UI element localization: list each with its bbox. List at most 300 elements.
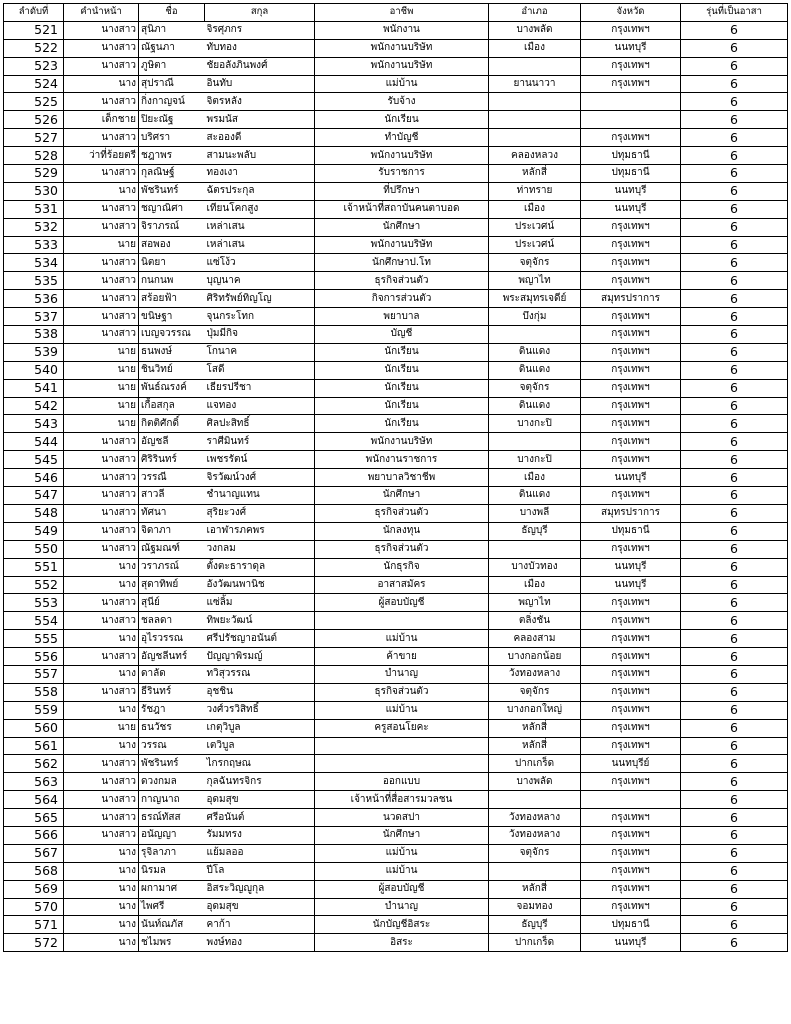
cell-last-name: จิรวัฒน์วงศ์ xyxy=(205,469,315,487)
cell-first-name: กิ่งกาญจน์ xyxy=(139,93,205,111)
cell-number: 524 xyxy=(4,75,64,93)
cell-district: คลองหลวง xyxy=(489,147,581,165)
cell-occupation: ผู้สอบบัญชี xyxy=(315,594,489,612)
cell-first-name: กุลณิษฐ์ xyxy=(139,165,205,183)
cell-title: นางสาว xyxy=(64,612,139,630)
cell-title: นางสาว xyxy=(64,39,139,57)
cell-generation: 6 xyxy=(681,934,788,952)
cell-district xyxy=(489,433,581,451)
cell-occupation: รับราชการ xyxy=(315,165,489,183)
table-row xyxy=(4,254,788,272)
cell-title: นางสาว xyxy=(64,165,139,183)
cell-district xyxy=(489,111,581,129)
cell-last-name: จิตรหลัง xyxy=(205,93,315,111)
cell-title: นาง xyxy=(64,630,139,648)
cell-last-name: โกนาค xyxy=(205,343,315,361)
cell-generation: 6 xyxy=(681,862,788,880)
cell-district: บึงกุ่ม xyxy=(489,308,581,326)
cell-generation: 6 xyxy=(681,612,788,630)
table-row xyxy=(4,880,788,898)
cell-generation: 6 xyxy=(681,379,788,397)
header-province: จังหวัด xyxy=(581,4,681,22)
cell-generation: 6 xyxy=(681,308,788,326)
cell-first-name: ภูษิตา xyxy=(139,57,205,75)
cell-occupation: พนักงานบริษัท xyxy=(315,147,489,165)
cell-first-name: สุนิภา xyxy=(139,21,205,39)
cell-last-name: ไกรกฤษณ xyxy=(205,755,315,773)
cell-number: 530 xyxy=(4,182,64,200)
cell-district: หลักสี่ xyxy=(489,737,581,755)
cell-district: บางกะปิ xyxy=(489,451,581,469)
cell-occupation: พนักงานบริษัท xyxy=(315,236,489,254)
table-row xyxy=(4,773,788,791)
cell-last-name: ศรีปรัชญาอนันต์ xyxy=(205,630,315,648)
cell-title: นางสาว xyxy=(64,540,139,558)
cell-title: นางสาว xyxy=(64,826,139,844)
table-row xyxy=(4,487,788,505)
cell-first-name: วรรณี xyxy=(139,469,205,487)
cell-province: กรุงเทพฯ xyxy=(581,648,681,666)
cell-province: กรุงเทพฯ xyxy=(581,773,681,791)
cell-number: 571 xyxy=(4,916,64,934)
cell-generation: 6 xyxy=(681,880,788,898)
cell-number: 553 xyxy=(4,594,64,612)
table-row xyxy=(4,272,788,290)
cell-province: กรุงเทพฯ xyxy=(581,361,681,379)
table-row xyxy=(4,308,788,326)
cell-last-name: ปุ่มมีกิจ xyxy=(205,326,315,344)
cell-first-name: ณัฐนภา xyxy=(139,39,205,57)
cell-first-name: ปิยะณัฐ xyxy=(139,111,205,129)
cell-number: 570 xyxy=(4,898,64,916)
cell-occupation: ธุรกิจส่วนตัว xyxy=(315,683,489,701)
cell-number: 562 xyxy=(4,755,64,773)
cell-last-name: ศิริทรัพย์ทิญโญ xyxy=(205,290,315,308)
table-row xyxy=(4,630,788,648)
cell-last-name: พรมนัส xyxy=(205,111,315,129)
cell-district: ดินแดง xyxy=(489,487,581,505)
cell-last-name: ทวิสุวรรณ xyxy=(205,665,315,683)
volunteer-table-sheet xyxy=(3,3,788,952)
cell-district: เมือง xyxy=(489,576,581,594)
cell-occupation: พนักงานราชการ xyxy=(315,451,489,469)
cell-title: นาง xyxy=(64,182,139,200)
table-row xyxy=(4,755,788,773)
cell-number: 551 xyxy=(4,558,64,576)
cell-title: นางสาว xyxy=(64,57,139,75)
cell-occupation: เจ้าหน้าที่สถาบันคนตาบอด xyxy=(315,200,489,218)
cell-occupation: แม่บ้าน xyxy=(315,862,489,880)
cell-number: 557 xyxy=(4,665,64,683)
cell-last-name: ราศีมินทร์ xyxy=(205,433,315,451)
cell-title: นางสาว xyxy=(64,93,139,111)
table-row xyxy=(4,236,788,254)
cell-title: นาง xyxy=(64,737,139,755)
cell-province: กรุงเทพฯ xyxy=(581,862,681,880)
cell-district: ดินแดง xyxy=(489,361,581,379)
cell-district: บางกะปิ xyxy=(489,415,581,433)
cell-title: เด็กชาย xyxy=(64,111,139,129)
table-row xyxy=(4,433,788,451)
cell-last-name: เพชรรัตน์ xyxy=(205,451,315,469)
cell-province: กรุงเทพฯ xyxy=(581,308,681,326)
cell-occupation: นักเรียน xyxy=(315,415,489,433)
cell-occupation xyxy=(315,755,489,773)
cell-occupation: พนักงานบริษัท xyxy=(315,39,489,57)
table-row xyxy=(4,576,788,594)
cell-occupation: นวดสปา xyxy=(315,809,489,827)
cell-number: 528 xyxy=(4,147,64,165)
table-row xyxy=(4,326,788,344)
table-row xyxy=(4,165,788,183)
cell-first-name: ชฎาพร xyxy=(139,147,205,165)
table-row xyxy=(4,934,788,952)
cell-occupation: พยาบาลวิชาชีพ xyxy=(315,469,489,487)
cell-district: จตุจักร xyxy=(489,379,581,397)
cell-number: 558 xyxy=(4,683,64,701)
cell-occupation: นักเรียน xyxy=(315,111,489,129)
cell-generation: 6 xyxy=(681,451,788,469)
cell-occupation: บำนาญ xyxy=(315,665,489,683)
cell-generation: 6 xyxy=(681,737,788,755)
cell-first-name: อัญชลีนทร์ xyxy=(139,648,205,666)
cell-occupation: รับจ้าง xyxy=(315,93,489,111)
cell-title: นาง xyxy=(64,576,139,594)
cell-first-name: สุปราณี xyxy=(139,75,205,93)
cell-first-name: ผกามาศ xyxy=(139,880,205,898)
cell-first-name: นิรมล xyxy=(139,862,205,880)
cell-province: กรุงเทพฯ xyxy=(581,594,681,612)
cell-province: กรุงเทพฯ xyxy=(581,57,681,75)
cell-first-name: ธนพงษ์ xyxy=(139,343,205,361)
cell-number: 527 xyxy=(4,129,64,147)
cell-district: เมือง xyxy=(489,39,581,57)
cell-number: 565 xyxy=(4,809,64,827)
cell-generation: 6 xyxy=(681,93,788,111)
cell-province: กรุงเทพฯ xyxy=(581,433,681,451)
cell-occupation: ธุรกิจส่วนตัว xyxy=(315,504,489,522)
table-row xyxy=(4,147,788,165)
cell-title: นาย xyxy=(64,397,139,415)
cell-occupation: แม่บ้าน xyxy=(315,701,489,719)
cell-occupation: แม่บ้าน xyxy=(315,630,489,648)
cell-first-name: ขนิษฐา xyxy=(139,308,205,326)
cell-occupation xyxy=(315,737,489,755)
cell-generation: 6 xyxy=(681,218,788,236)
cell-title: ว่าที่ร้อยตรี xyxy=(64,147,139,165)
cell-number: 555 xyxy=(4,630,64,648)
cell-district: ยานนาวา xyxy=(489,75,581,93)
table-row xyxy=(4,200,788,218)
cell-number: 533 xyxy=(4,236,64,254)
cell-generation: 6 xyxy=(681,272,788,290)
cell-generation: 6 xyxy=(681,200,788,218)
cell-province: กรุงเทพฯ xyxy=(581,75,681,93)
cell-province: กรุงเทพฯ xyxy=(581,844,681,862)
table-row xyxy=(4,21,788,39)
cell-district: ดินแดง xyxy=(489,397,581,415)
cell-district: ประเวศน์ xyxy=(489,236,581,254)
header-last-name: สกุล xyxy=(205,4,315,22)
cell-generation: 6 xyxy=(681,111,788,129)
table-row xyxy=(4,39,788,57)
cell-last-name: เกตุวิบูล xyxy=(205,719,315,737)
cell-province: นนทบุรี xyxy=(581,576,681,594)
table-row xyxy=(4,469,788,487)
cell-district: ปากเกร็ด xyxy=(489,934,581,952)
header-first-name: ชื่อ xyxy=(139,4,205,22)
table-row xyxy=(4,898,788,916)
cell-occupation: นักศึกษาป.โท xyxy=(315,254,489,272)
cell-occupation xyxy=(315,612,489,630)
cell-last-name: สะอองดี xyxy=(205,129,315,147)
cell-first-name: อุไรวรรณ xyxy=(139,630,205,648)
cell-last-name: ตั้งตะธาราดุล xyxy=(205,558,315,576)
cell-occupation: แม่บ้าน xyxy=(315,75,489,93)
cell-title: นางสาว xyxy=(64,218,139,236)
cell-occupation: ผู้สอบบัญชี xyxy=(315,880,489,898)
cell-number: 545 xyxy=(4,451,64,469)
cell-title: นาย xyxy=(64,343,139,361)
cell-district: หลักสี่ xyxy=(489,165,581,183)
cell-title: นาง xyxy=(64,75,139,93)
cell-district xyxy=(489,540,581,558)
cell-title: นางสาว xyxy=(64,254,139,272)
cell-occupation: ทำบัญชี xyxy=(315,129,489,147)
cell-occupation: บัญชี xyxy=(315,326,489,344)
cell-number: 544 xyxy=(4,433,64,451)
cell-generation: 6 xyxy=(681,648,788,666)
cell-province: นนทบุรี xyxy=(581,200,681,218)
cell-first-name: ดวงกมล xyxy=(139,773,205,791)
cell-province: นนทบุรีย์ xyxy=(581,755,681,773)
cell-district: จตุจักร xyxy=(489,844,581,862)
cell-first-name: เกื้อสกุล xyxy=(139,397,205,415)
cell-generation: 6 xyxy=(681,487,788,505)
table-row xyxy=(4,504,788,522)
cell-district xyxy=(489,326,581,344)
header-occupation: อาชีพ xyxy=(315,4,489,22)
cell-occupation: นักศึกษา xyxy=(315,218,489,236)
cell-title: นาง xyxy=(64,916,139,934)
cell-occupation: พยาบาล xyxy=(315,308,489,326)
cell-last-name: วงศ์วรวิสิทธิ์ xyxy=(205,701,315,719)
cell-title: นางสาว xyxy=(64,683,139,701)
cell-number: 548 xyxy=(4,504,64,522)
cell-first-name: ณัฐมณฑ์ xyxy=(139,540,205,558)
cell-occupation: นักลงทุน xyxy=(315,522,489,540)
cell-first-name: รัชฎา xyxy=(139,701,205,719)
cell-occupation: พนักงานบริษัท xyxy=(315,57,489,75)
cell-district: บางกอกน้อย xyxy=(489,648,581,666)
cell-last-name: ปัญญาพิรมญ์ xyxy=(205,648,315,666)
cell-province: กรุงเทพฯ xyxy=(581,826,681,844)
cell-district: บางบัวทอง xyxy=(489,558,581,576)
cell-generation: 6 xyxy=(681,826,788,844)
cell-title: นางสาว xyxy=(64,755,139,773)
cell-number: 547 xyxy=(4,487,64,505)
table-row xyxy=(4,558,788,576)
cell-number: 531 xyxy=(4,200,64,218)
cell-number: 561 xyxy=(4,737,64,755)
cell-occupation: ครูสอนโยคะ xyxy=(315,719,489,737)
table-row xyxy=(4,218,788,236)
cell-first-name: พัชรินทร์ xyxy=(139,182,205,200)
cell-first-name: รุจิลาภา xyxy=(139,844,205,862)
cell-province: นนทบุรี xyxy=(581,39,681,57)
cell-district: พระสมุทรเจดีย์ xyxy=(489,290,581,308)
cell-last-name: ชำนาญแทน xyxy=(205,487,315,505)
cell-occupation: นักธุรกิจ xyxy=(315,558,489,576)
cell-generation: 6 xyxy=(681,504,788,522)
cell-province: กรุงเทพฯ xyxy=(581,665,681,683)
cell-district: วังทองหลาง xyxy=(489,826,581,844)
cell-generation: 6 xyxy=(681,147,788,165)
cell-last-name: อิสระวิญญูกุล xyxy=(205,880,315,898)
cell-occupation: นักเรียน xyxy=(315,361,489,379)
cell-province: กรุงเทพฯ xyxy=(581,719,681,737)
cell-province xyxy=(581,791,681,809)
cell-number: 534 xyxy=(4,254,64,272)
cell-occupation: นักเรียน xyxy=(315,379,489,397)
cell-district: จอมทอง xyxy=(489,898,581,916)
cell-district: บางพลี xyxy=(489,504,581,522)
cell-district: คลองสาม xyxy=(489,630,581,648)
cell-first-name: ธรณ์ทัสส xyxy=(139,809,205,827)
table-row xyxy=(4,648,788,666)
table-row xyxy=(4,415,788,433)
cell-generation: 6 xyxy=(681,630,788,648)
table-row xyxy=(4,862,788,880)
cell-province: กรุงเทพฯ xyxy=(581,415,681,433)
table-row xyxy=(4,916,788,934)
cell-last-name: อุดมสุข xyxy=(205,898,315,916)
cell-last-name: ทิพยะวัฒน์ xyxy=(205,612,315,630)
cell-number: 560 xyxy=(4,719,64,737)
cell-district: บางกอกใหญ่ xyxy=(489,701,581,719)
cell-generation: 6 xyxy=(681,21,788,39)
cell-province: ปทุมธานี xyxy=(581,147,681,165)
cell-number: 526 xyxy=(4,111,64,129)
table-row xyxy=(4,451,788,469)
cell-district xyxy=(489,791,581,809)
cell-number: 525 xyxy=(4,93,64,111)
cell-number: 541 xyxy=(4,379,64,397)
cell-generation: 6 xyxy=(681,558,788,576)
cell-district: บางพลัด xyxy=(489,21,581,39)
cell-generation: 6 xyxy=(681,791,788,809)
cell-last-name: คาก้า xyxy=(205,916,315,934)
cell-province: กรุงเทพฯ xyxy=(581,21,681,39)
cell-last-name: บุญนาค xyxy=(205,272,315,290)
cell-first-name: ทัศนา xyxy=(139,504,205,522)
table-row xyxy=(4,826,788,844)
cell-province: กรุงเทพฯ xyxy=(581,612,681,630)
cell-occupation: พนักงานบริษัท xyxy=(315,433,489,451)
cell-district: ประเวศน์ xyxy=(489,218,581,236)
cell-number: 567 xyxy=(4,844,64,862)
cell-first-name: ดาลัด xyxy=(139,665,205,683)
cell-first-name: กิตติศักดิ์ xyxy=(139,415,205,433)
cell-province: กรุงเทพฯ xyxy=(581,701,681,719)
cell-district: หลักสี่ xyxy=(489,880,581,898)
cell-province: กรุงเทพฯ xyxy=(581,326,681,344)
cell-generation: 6 xyxy=(681,469,788,487)
cell-number: 550 xyxy=(4,540,64,558)
cell-generation: 6 xyxy=(681,701,788,719)
cell-generation: 6 xyxy=(681,755,788,773)
cell-province xyxy=(581,111,681,129)
cell-occupation: อาสาสมัคร xyxy=(315,576,489,594)
cell-last-name: ทองเงา xyxy=(205,165,315,183)
cell-province: กรุงเทพฯ xyxy=(581,630,681,648)
cell-title: นาย xyxy=(64,236,139,254)
cell-first-name: อัญชลี xyxy=(139,433,205,451)
header-district: อำเภอ xyxy=(489,4,581,22)
cell-district: ธัญบุรี xyxy=(489,522,581,540)
cell-first-name: กาญนาถ xyxy=(139,791,205,809)
cell-generation: 6 xyxy=(681,361,788,379)
cell-last-name: กุลฉันทรจิกร xyxy=(205,773,315,791)
cell-district: ท่าทราย xyxy=(489,182,581,200)
header-row xyxy=(4,4,788,22)
cell-province: กรุงเทพฯ xyxy=(581,236,681,254)
header-number: ลำดับที่ xyxy=(4,4,64,22)
cell-title: นางสาว xyxy=(64,773,139,791)
cell-last-name: ปีโล xyxy=(205,862,315,880)
cell-province: กรุงเทพฯ xyxy=(581,487,681,505)
cell-last-name: ชัยอลังภินพงศ์ xyxy=(205,57,315,75)
cell-title: นาง xyxy=(64,862,139,880)
table-row xyxy=(4,612,788,630)
cell-first-name: สอพอง xyxy=(139,236,205,254)
cell-generation: 6 xyxy=(681,809,788,827)
cell-last-name: อุชชิน xyxy=(205,683,315,701)
table-row xyxy=(4,683,788,701)
cell-number: 532 xyxy=(4,218,64,236)
cell-title: นาง xyxy=(64,558,139,576)
cell-title: นางสาว xyxy=(64,200,139,218)
cell-title: นางสาว xyxy=(64,791,139,809)
cell-first-name: เบญจวรรณ xyxy=(139,326,205,344)
cell-district: จตุจักร xyxy=(489,254,581,272)
cell-province: สมุทรปราการ xyxy=(581,504,681,522)
cell-generation: 6 xyxy=(681,665,788,683)
volunteer-table xyxy=(3,3,788,952)
cell-province: ปทุมธานี xyxy=(581,522,681,540)
cell-province: กรุงเทพฯ xyxy=(581,880,681,898)
cell-province: สมุทรปราการ xyxy=(581,290,681,308)
cell-province: กรุงเทพฯ xyxy=(581,540,681,558)
cell-last-name: สามนะพลับ xyxy=(205,147,315,165)
cell-number: 540 xyxy=(4,361,64,379)
cell-number: 564 xyxy=(4,791,64,809)
cell-generation: 6 xyxy=(681,290,788,308)
cell-first-name: พัชรินทร์ xyxy=(139,755,205,773)
cell-last-name: แย้มลออ xyxy=(205,844,315,862)
cell-district: หลักสี่ xyxy=(489,719,581,737)
cell-first-name: ชไมพร xyxy=(139,934,205,952)
cell-last-name: จุนกระโทก xyxy=(205,308,315,326)
cell-number: 536 xyxy=(4,290,64,308)
cell-title: นางสาว xyxy=(64,272,139,290)
cell-last-name: เหล่าเสน xyxy=(205,236,315,254)
cell-number: 538 xyxy=(4,326,64,344)
cell-district: จตุจักร xyxy=(489,683,581,701)
cell-occupation: ธุรกิจส่วนตัว xyxy=(315,272,489,290)
cell-district: พญาไท xyxy=(489,594,581,612)
cell-number: 523 xyxy=(4,57,64,75)
